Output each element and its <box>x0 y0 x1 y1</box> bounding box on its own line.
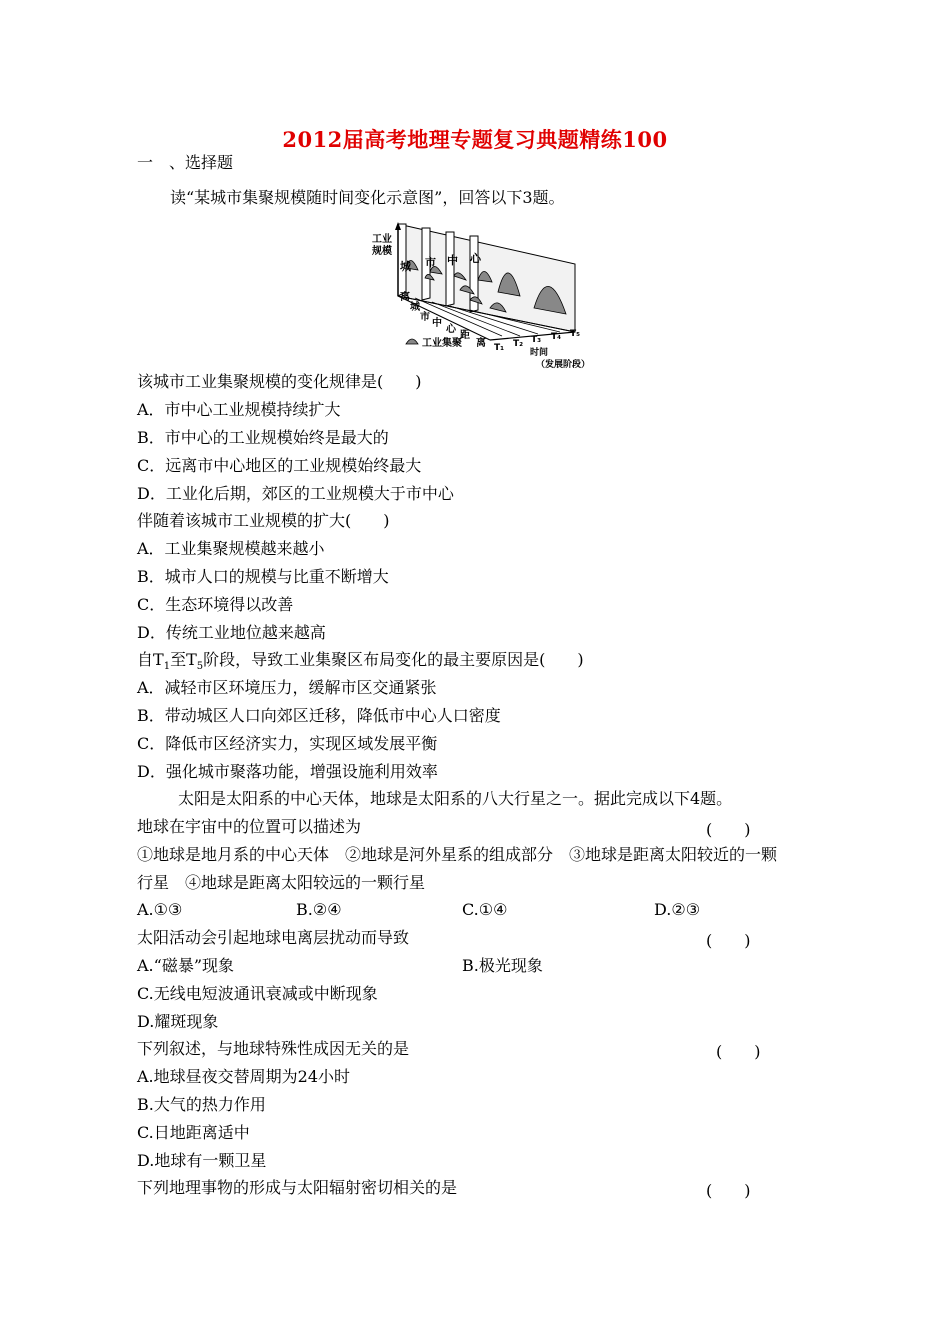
time-axis-sub: （发展阶段） <box>536 360 591 370</box>
q5-option-c: C.无线电短波通讯衰减或中断现象 <box>137 984 378 1003</box>
q6-option-b: B.大气的热力作用 <box>137 1095 266 1114</box>
q2-option-c: C．生态环境得以改善 <box>137 595 294 614</box>
q4-option-a: A.①③ <box>137 900 183 919</box>
q6-answer-paren: ( ) <box>716 1042 761 1061</box>
q3-option-b: B．带动城区人口向郊区迁移，降低市中心人口密度 <box>137 706 501 725</box>
y-axis-label-1: 工业 <box>372 234 392 245</box>
q4-option-c: C.①④ <box>462 900 508 919</box>
q6-option-a: A.地球昼夜交替周期为24小时 <box>137 1067 351 1086</box>
q4-answer-paren: ( ) <box>706 820 751 839</box>
time-axis-label: 时间 <box>530 348 549 358</box>
distance-axis-char: 中 <box>432 318 442 329</box>
q7-stem: 下列地理事物的形成与太阳辐射密切相关的是 <box>137 1178 458 1197</box>
distance-axis-char: 离 <box>476 338 486 349</box>
back-label-char: 心 <box>470 252 481 265</box>
time-tick: T₃ <box>531 335 542 345</box>
q5-option-b: B.极光现象 <box>462 956 543 975</box>
q1-option-c: C．远离市中心地区的工业规模始终最大 <box>137 456 422 475</box>
q6-option-c: C.日地距离适中 <box>137 1123 250 1142</box>
q3-option-d: D．强化城市聚落功能，增强设施利用效率 <box>137 762 438 781</box>
q1-option-b: B．市中心的工业规模始终是最大的 <box>137 428 389 447</box>
intro-text-2: 太阳是太阳系的中心天体，地球是太阳系的八大行星之一。据此完成以下4题。 <box>178 789 733 808</box>
q2-option-d: D．传统工业地位越来越高 <box>137 623 326 642</box>
time-tick: T₂ <box>513 339 524 349</box>
q3-option-c: C．降低市区经济实力，实现区域发展平衡 <box>137 734 438 753</box>
q2-stem: 伴随着该城市工业规模的扩大( ) <box>137 511 390 530</box>
q2-option-a: A．工业集聚规模越来越小 <box>137 539 325 558</box>
q4-desc-2: 行星 ④地球是距离太阳较远的一颗行星 <box>137 873 426 892</box>
q6-option-d: D.地球有一颗卫星 <box>137 1151 267 1170</box>
q1-stem: 该城市工业集聚规模的变化规律是( ) <box>137 372 422 391</box>
q3-option-a: A．减轻市区环境压力，缓解市区交通紧张 <box>137 678 437 697</box>
legend-swatch <box>406 339 418 344</box>
page-title: 2012届高考地理专题复习典题精练100 <box>282 127 668 152</box>
q5-answer-paren: ( ) <box>706 931 751 950</box>
industry-scale-diagram <box>370 222 620 372</box>
back-label-char: 中 <box>447 254 458 267</box>
q6-stem: 下列叙述，与地球特殊性成因无关的是 <box>137 1039 410 1058</box>
time-tick: T₁ <box>494 343 505 353</box>
q4-option-b: B.②④ <box>296 900 342 919</box>
section-heading: 一 、选择题 <box>137 153 234 172</box>
q5-stem: 太阳活动会引起地球电离层扰动而导致 <box>137 928 410 947</box>
time-tick: T₄ <box>551 332 562 342</box>
distance-axis-char: 城 <box>410 302 420 313</box>
q4-option-d: D.②③ <box>654 900 701 919</box>
q1-option-d: D．工业化后期，郊区的工业规模大于市中心 <box>137 484 454 503</box>
q5-option-d: D.耀斑现象 <box>137 1012 219 1031</box>
q5-option-a: A.“磁暴”现象 <box>137 956 235 975</box>
q1-option-a: A．市中心工业规模持续扩大 <box>137 400 341 419</box>
distance-axis-char: 市 <box>420 312 430 323</box>
distance-axis-char: 距 <box>460 330 470 341</box>
q4-stem: 地球在宇宙中的位置可以描述为 <box>137 817 362 836</box>
q3-stem: 自$T_1$至$T_5$阶段，导致工业集聚区布局变化的最主要原因是( ) <box>137 650 584 673</box>
intro-text-1: 读“某城市集聚规模随时间变化示意图”，回答以下3题。 <box>170 188 565 207</box>
y-axis-label-2: 规模 <box>372 246 392 257</box>
distance-axis-char: 心 <box>446 324 456 335</box>
q4-desc-1: ①地球是地月系的中心天体 ②地球是河外星系的组成部分 ③地球是距离太阳较近的一颗 <box>137 845 778 864</box>
time-tick: T₅ <box>570 329 581 339</box>
back-label-char: 市 <box>425 256 436 269</box>
legend-label: 工业集聚 <box>422 338 462 349</box>
q2-option-b: B．城市人口的规模与比重不断增大 <box>137 567 389 586</box>
distance-axis-char: 离 <box>400 292 410 303</box>
back-label-char: 城 <box>400 260 411 273</box>
q7-answer-paren: ( ) <box>706 1181 751 1200</box>
